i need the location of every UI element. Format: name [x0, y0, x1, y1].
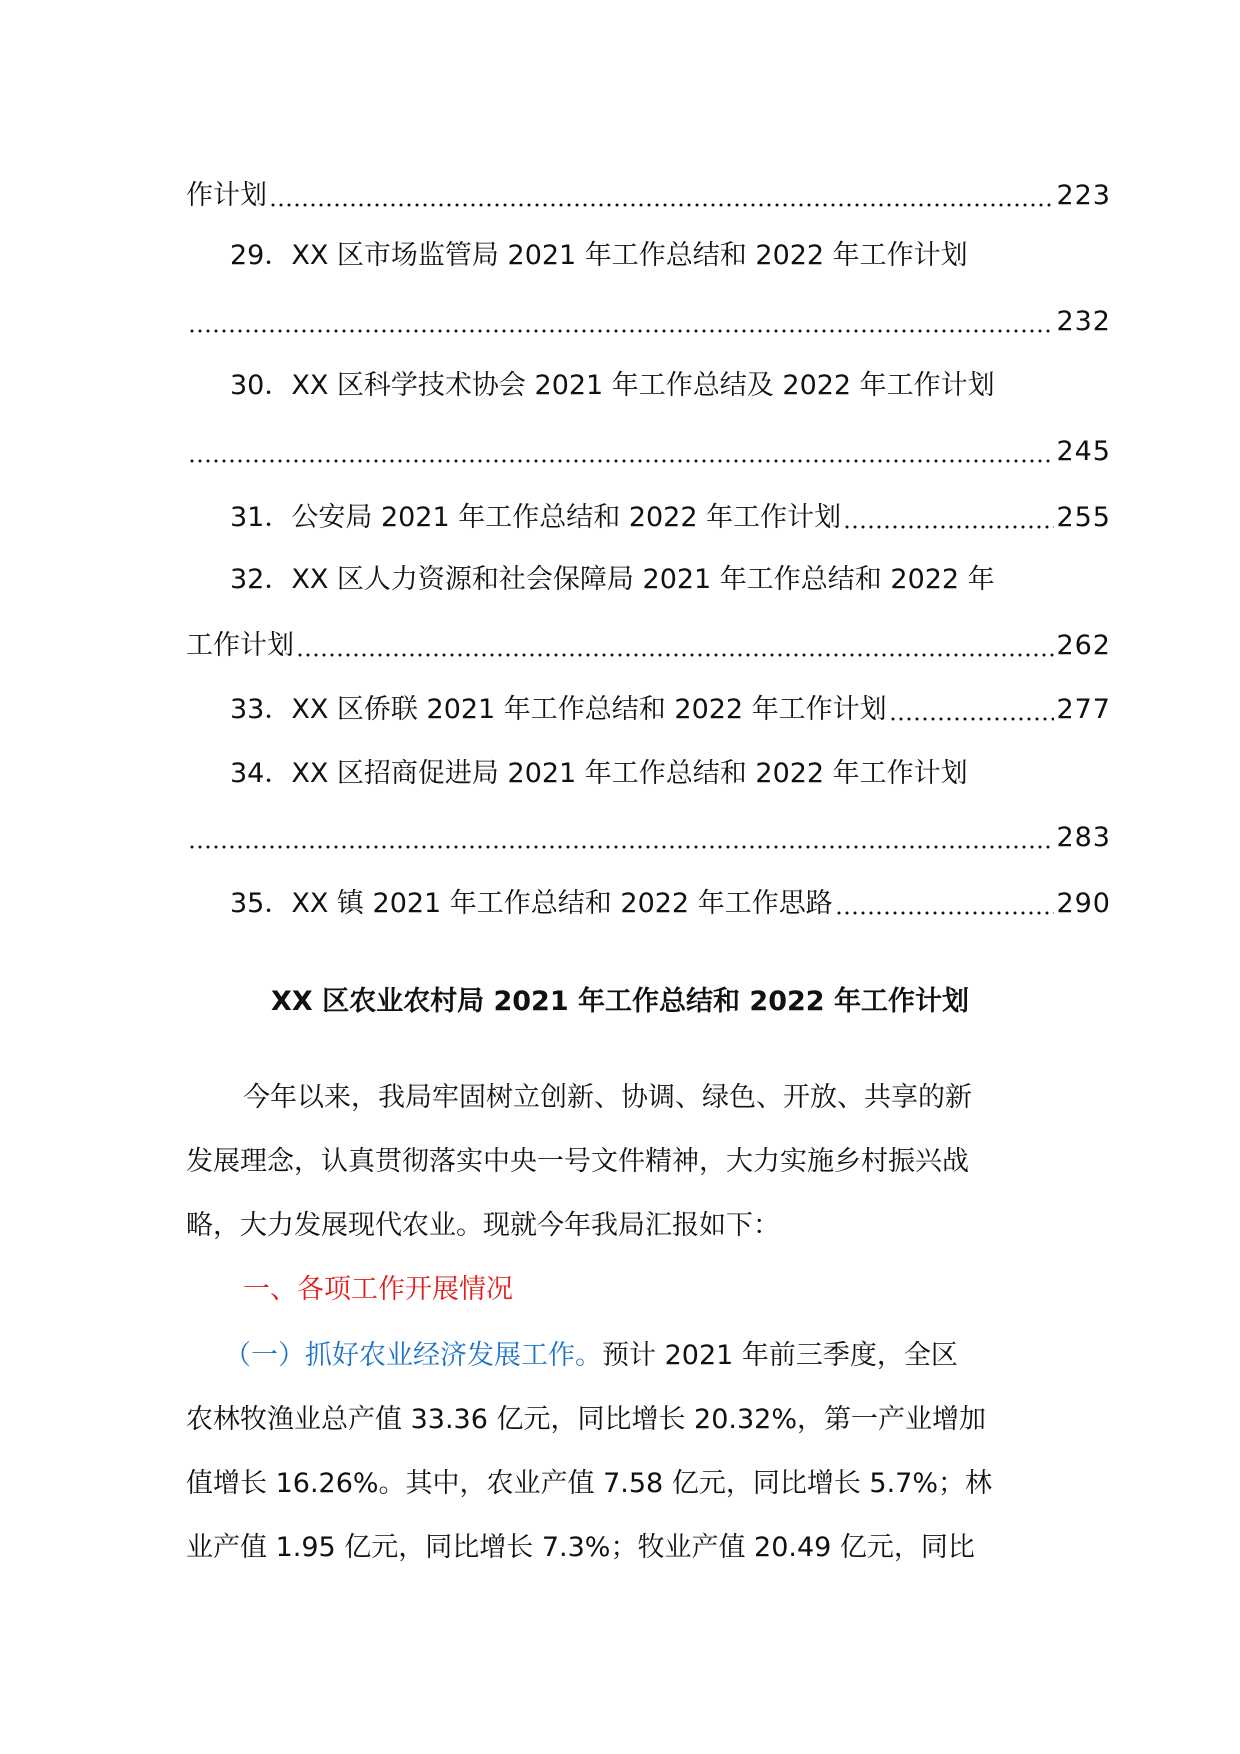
toc-page-number: 262 — [1056, 630, 1111, 661]
toc-page-number: 245 — [1056, 436, 1111, 467]
toc-entry[interactable] — [186, 176, 1111, 216]
paragraph-line: 农林牧渔业总产值 33.36 亿元，同比增长 20.32%，第一产业增加 — [186, 1404, 986, 1435]
subsection-line — [224, 1336, 958, 1376]
paragraph-line: 今年以来，我局牢固树立创新、协调、绿色、开放、共享的新 — [243, 1082, 972, 1113]
toc-entry-heading[interactable]: 34．XX 区招商促进局 2021 年工作总结和 2022 年工作计划 — [230, 758, 968, 789]
toc-entry[interactable] — [230, 690, 1111, 730]
toc-dot-leader — [889, 717, 1055, 721]
paragraph-line: 略，大力发展现代农业。现就今年我局汇报如下： — [186, 1210, 780, 1241]
toc-page-number: 290 — [1056, 888, 1111, 919]
toc-entry-label: 工作计划 — [186, 630, 294, 661]
toc-entry-label: 31．公安局 2021 年工作总结和 2022 年工作计划 — [230, 502, 842, 533]
toc-entry[interactable] — [230, 884, 1111, 924]
toc-entry-heading[interactable]: 32．XX 区人力资源和社会保障局 2021 年工作总结和 2022 年 — [230, 564, 995, 595]
toc-page-number: 283 — [1056, 822, 1111, 853]
toc-dot-leader — [843, 525, 1054, 529]
toc-entry-label: 33．XX 区侨联 2021 年工作总结和 2022 年工作计划 — [230, 694, 887, 725]
toc-entry-heading[interactable]: 30．XX 区科学技术协会 2021 年工作总结及 2022 年工作计划 — [230, 370, 995, 401]
article-title: XX 区农业农村局 2021 年工作总结和 2022 年工作计划 — [271, 986, 969, 1017]
toc-page-number: 232 — [1056, 306, 1111, 337]
toc-entry[interactable] — [186, 432, 1111, 472]
toc-page-number: 223 — [1056, 180, 1111, 211]
toc-dot-leader — [269, 203, 1054, 207]
toc-entry[interactable] — [230, 498, 1111, 538]
section-heading: 一、各项工作开展情况 — [243, 1274, 513, 1305]
toc-entry-label: 35．XX 镇 2021 年工作总结和 2022 年工作思路 — [230, 888, 833, 919]
subsection-text: 预计 2021 年前三季度，全区 — [602, 1340, 958, 1371]
toc-entry-heading[interactable]: 29．XX 区市场监管局 2021 年工作总结和 2022 年工作计划 — [230, 240, 968, 271]
toc-entry-label: 作计划 — [186, 180, 267, 211]
toc-entry[interactable] — [186, 626, 1111, 666]
paragraph-line: 值增长 16.26%。其中，农业产值 7.58 亿元，同比增长 5.7%；林 — [186, 1468, 992, 1499]
toc-dot-leader — [835, 911, 1055, 915]
toc-dot-leader — [296, 653, 1054, 657]
toc-dot-leader — [188, 845, 1054, 849]
toc-dot-leader — [188, 329, 1054, 333]
paragraph-line: 业产值 1.95 亿元，同比增长 7.3%；牧业产值 20.49 亿元，同比 — [186, 1532, 975, 1563]
subsection-heading: （一）抓好农业经济发展工作。 — [224, 1340, 602, 1371]
paragraph-line: 发展理念，认真贯彻落实中央一号文件精神，大力实施乡村振兴战 — [186, 1146, 969, 1177]
toc-entry[interactable] — [186, 302, 1111, 342]
toc-page-number: 255 — [1056, 502, 1111, 533]
toc-entry[interactable] — [186, 818, 1111, 858]
toc-dot-leader — [188, 459, 1054, 463]
toc-page-number: 277 — [1056, 694, 1111, 725]
